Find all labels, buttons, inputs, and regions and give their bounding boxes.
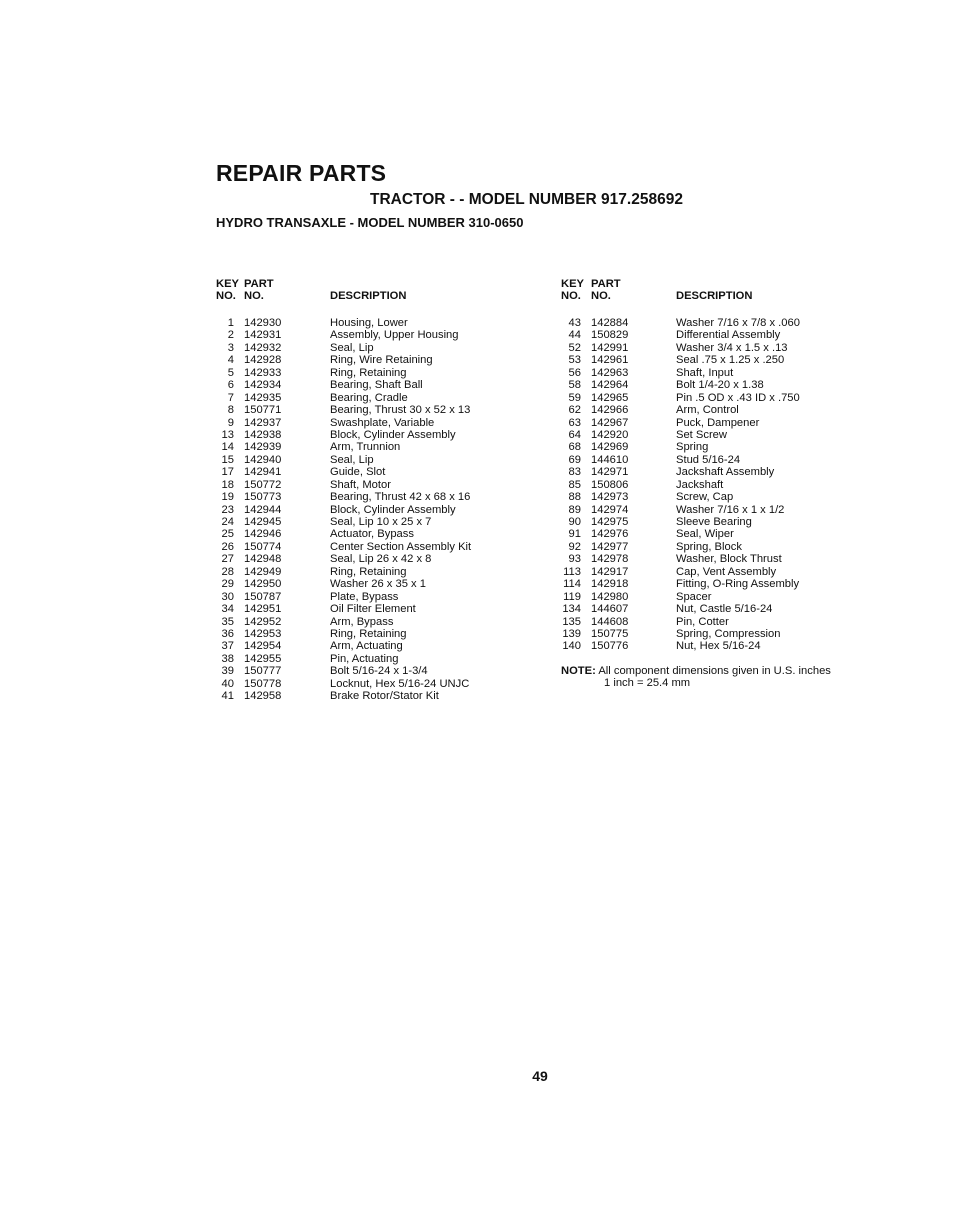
table-row [216, 342, 516, 354]
table-row [216, 603, 516, 615]
part-no: 142973 [591, 491, 629, 504]
table-row [561, 516, 881, 528]
part-no: 150773 [244, 491, 282, 504]
part-no: 144607 [591, 603, 629, 616]
part-no: 150806 [591, 478, 629, 491]
part-description: Assembly, Upper Housing [330, 329, 459, 342]
part-description: Set Screw [676, 428, 727, 441]
part-header-1: PART [591, 278, 621, 290]
part-no: 150774 [244, 540, 282, 553]
description-header: DESCRIPTION [330, 290, 407, 302]
description-header: DESCRIPTION [676, 290, 753, 302]
part-no: 142930 [244, 317, 282, 329]
table-row [216, 454, 516, 466]
key-no: 52 [568, 341, 581, 354]
part-description: Ring, Retaining [330, 565, 407, 578]
key-no: 68 [568, 441, 581, 454]
part-description: Nut, Hex 5/16-24 [676, 640, 761, 653]
part-description: Bolt 5/16-24 x 1-3/4 [330, 665, 428, 678]
part-description: Jackshaft [676, 478, 724, 491]
part-description: Shaft, Motor [330, 478, 391, 491]
part-no: 142920 [591, 428, 629, 441]
part-description: Arm, Actuating [330, 640, 403, 653]
note-label: NOTE: [561, 664, 596, 677]
part-description: Washer 26 x 35 x 1 [330, 578, 426, 591]
part-description: Bolt 1/4-20 x 1.38 [676, 379, 764, 392]
table-row [216, 441, 516, 453]
part-no: 142966 [591, 404, 629, 417]
table-row [561, 541, 881, 553]
parts-rows-left [216, 317, 516, 703]
key-no: 26 [221, 540, 234, 553]
transaxle-model-heading: HYDRO TRANSAXLE - MODEL NUMBER 310-0650 [216, 215, 524, 230]
part-description: Housing, Lower [330, 317, 408, 329]
part-no: 142941 [244, 466, 282, 479]
part-no: 150777 [244, 665, 282, 678]
key-header-2: NO. [561, 290, 581, 302]
part-description: Cap, Vent Assembly [676, 565, 777, 578]
key-no: 6 [227, 379, 234, 392]
table-row [561, 628, 881, 640]
key-no: 28 [221, 565, 234, 578]
part-no: 142975 [591, 516, 629, 528]
part-no: 142938 [244, 428, 282, 441]
part-no: 142884 [591, 317, 629, 329]
key-no: 59 [568, 391, 581, 404]
table-row [216, 528, 516, 540]
part-no: 142978 [591, 553, 629, 566]
key-no: 18 [221, 478, 234, 491]
part-no: 142964 [591, 379, 629, 392]
table-row [561, 441, 881, 453]
key-header-1: KEY [561, 278, 585, 290]
part-description: Washer 3/4 x 1.5 x .13 [676, 341, 788, 354]
table-row [561, 603, 881, 615]
key-no: 38 [221, 652, 234, 665]
table-row [561, 578, 881, 590]
part-description: Oil Filter Element [330, 603, 416, 616]
part-description: Arm, Trunnion [330, 441, 401, 454]
part-no: 142946 [244, 528, 282, 541]
key-no: 91 [568, 528, 581, 541]
part-no: 142980 [591, 590, 629, 603]
key-no: 19 [221, 491, 234, 504]
part-description: Spring, Compression [676, 627, 781, 640]
tractor-model-heading: TRACTOR - - MODEL NUMBER 917.258692 [370, 191, 683, 208]
table-row [216, 665, 516, 677]
part-description: Locknut, Hex 5/16-24 UNJC [330, 677, 470, 690]
part-no: 142958 [244, 690, 282, 703]
part-description: Seal, Lip 10 x 25 x 7 [330, 516, 432, 528]
part-no: 142976 [591, 528, 629, 541]
parts-list-header [561, 278, 881, 308]
key-no: 114 [563, 578, 581, 591]
part-no: 142934 [244, 379, 282, 392]
part-description: Seal .75 x 1.25 x .250 [676, 354, 785, 367]
table-row [216, 429, 516, 441]
part-no: 150772 [244, 478, 282, 491]
part-description: Spring, Block [676, 540, 742, 553]
part-no: 142933 [244, 366, 282, 379]
key-no: 62 [568, 404, 581, 417]
table-row [561, 404, 881, 416]
part-description: Arm, Bypass [330, 615, 394, 628]
key-no: 53 [568, 354, 581, 367]
parts-list-left [216, 278, 516, 703]
key-no: 43 [568, 317, 581, 329]
key-no: 41 [221, 690, 234, 703]
table-row [216, 591, 516, 603]
table-row [561, 491, 881, 503]
part-no: 142961 [591, 354, 629, 367]
part-no: 150778 [244, 677, 282, 690]
part-description: Sleeve Bearing [676, 516, 752, 528]
part-no: 142917 [591, 565, 629, 578]
table-row [561, 354, 881, 366]
table-row [216, 392, 516, 404]
key-no: 5 [227, 366, 234, 379]
parts-list-header [216, 278, 516, 308]
key-no: 63 [568, 416, 581, 429]
key-no: 2 [227, 329, 234, 342]
table-row [216, 504, 516, 516]
table-row [561, 566, 881, 578]
part-no: 142971 [591, 466, 629, 479]
key-no: 13 [221, 428, 234, 441]
key-no: 17 [221, 466, 234, 479]
table-row [216, 566, 516, 578]
part-no: 142951 [244, 603, 282, 616]
part-description: Guide, Slot [330, 466, 386, 479]
key-no: 139 [562, 627, 581, 640]
part-description: Seal, Wiper [676, 528, 734, 541]
key-no: 58 [568, 379, 581, 392]
key-no: 8 [227, 404, 234, 417]
key-header-2: NO. [216, 290, 236, 302]
key-no: 85 [568, 478, 581, 491]
part-description: Swashplate, Variable [330, 416, 435, 429]
key-no: 89 [568, 503, 581, 516]
table-row [561, 466, 881, 478]
table-row [561, 640, 881, 652]
part-no: 142932 [244, 341, 282, 354]
part-no: 142955 [244, 652, 282, 665]
part-description: Washer 7/16 x 7/8 x .060 [676, 317, 800, 329]
part-no: 142977 [591, 540, 629, 553]
key-no: 40 [221, 677, 234, 690]
part-description: Ring, Retaining [330, 627, 407, 640]
key-no: 88 [568, 491, 581, 504]
key-no: 9 [227, 416, 234, 429]
part-description: Seal, Lip 26 x 42 x 8 [330, 553, 432, 566]
table-row [216, 516, 516, 528]
part-no: 150787 [244, 590, 282, 603]
note-line-2: 1 inch = 25.4 mm [604, 677, 691, 690]
part-description: Differential Assembly [676, 329, 781, 342]
part-description: Brake Rotor/Stator Kit [330, 690, 439, 703]
part-description: Nut, Castle 5/16-24 [676, 603, 773, 616]
part-no: 142940 [244, 453, 282, 466]
page-title: REPAIR PARTS [216, 160, 387, 186]
note-line-1: All component dimensions given in U.S. inches [598, 664, 831, 677]
key-no: 92 [568, 540, 581, 553]
key-no: 27 [221, 553, 234, 566]
part-no: 150776 [591, 640, 629, 653]
part-no: 142991 [591, 341, 629, 354]
key-no: 24 [221, 516, 234, 528]
table-row [216, 491, 516, 503]
part-description: Fitting, O-Ring Assembly [676, 578, 800, 591]
table-row [216, 678, 516, 690]
part-description: Pin .5 OD x .43 ID x .750 [676, 391, 800, 404]
key-no: 3 [227, 341, 234, 354]
part-no: 142967 [591, 416, 629, 429]
key-no: 34 [221, 603, 234, 616]
part-description: Plate, Bypass [330, 590, 399, 603]
key-no: 134 [562, 603, 581, 616]
table-row [216, 367, 516, 379]
part-description: Block, Cylinder Assembly [330, 503, 456, 516]
part-no: 142945 [244, 516, 282, 528]
part-no: 142939 [244, 441, 282, 454]
part-description: Pin, Actuating [330, 652, 399, 665]
table-row [216, 628, 516, 640]
part-no: 150775 [591, 627, 629, 640]
part-description: Arm, Control [676, 404, 739, 417]
key-no: 64 [568, 428, 581, 441]
table-row [561, 528, 881, 540]
part-no: 142935 [244, 391, 282, 404]
part-no: 142952 [244, 615, 282, 628]
part-no: 142954 [244, 640, 282, 653]
part-no: 144608 [591, 615, 629, 628]
part-description: Bearing, Shaft Ball [330, 379, 423, 392]
part-header-2: NO. [591, 290, 611, 302]
part-description: Bearing, Thrust 30 x 52 x 13 [330, 404, 471, 417]
key-no: 37 [221, 640, 234, 653]
key-no: 36 [221, 627, 234, 640]
part-description: Seal, Lip [330, 453, 374, 466]
key-no: 30 [221, 590, 234, 603]
part-no: 150771 [244, 404, 282, 417]
table-row [561, 367, 881, 379]
key-no: 119 [563, 590, 581, 603]
table-row [216, 578, 516, 590]
part-description: Spring [676, 441, 709, 454]
parts-rows-right [561, 317, 881, 653]
key-no: 15 [221, 453, 234, 466]
dimensions-note [561, 665, 881, 690]
key-no: 140 [562, 640, 581, 653]
table-row [216, 479, 516, 491]
part-no: 142918 [591, 578, 629, 591]
table-row [216, 317, 516, 329]
table-row [216, 417, 516, 429]
table-row [561, 317, 881, 329]
part-no: 142931 [244, 329, 282, 342]
part-no: 142928 [244, 354, 282, 367]
part-no: 142949 [244, 565, 282, 578]
table-row [561, 616, 881, 628]
part-no: 142974 [591, 503, 629, 516]
part-description: Shaft, Input [676, 366, 734, 379]
table-row [216, 690, 516, 702]
part-header-1: PART [244, 278, 274, 290]
part-description: Screw, Cap [676, 491, 734, 504]
key-no: 14 [221, 441, 234, 454]
table-row [216, 653, 516, 665]
table-row [561, 591, 881, 603]
part-no: 142965 [591, 391, 629, 404]
table-row [216, 404, 516, 416]
key-no: 39 [221, 665, 234, 678]
key-no: 90 [568, 516, 581, 528]
part-no: 142944 [244, 503, 282, 516]
part-no: 142948 [244, 553, 282, 566]
page-number: 49 [532, 1068, 548, 1084]
part-no: 142953 [244, 627, 282, 640]
key-no: 44 [568, 329, 581, 342]
key-no: 29 [221, 578, 234, 591]
part-no: 142969 [591, 441, 629, 454]
part-description: Seal, Lip [330, 341, 374, 354]
key-no: 25 [221, 528, 234, 541]
key-no: 113 [563, 565, 581, 578]
table-row [561, 379, 881, 391]
table-row [561, 553, 881, 565]
key-no: 69 [568, 453, 581, 466]
table-row [216, 354, 516, 366]
table-row [561, 392, 881, 404]
part-no: 142937 [244, 416, 282, 429]
key-no: 4 [227, 354, 234, 367]
key-no: 93 [568, 553, 581, 566]
part-description: Washer, Block Thrust [676, 553, 782, 566]
table-row [216, 616, 516, 628]
table-row [561, 504, 881, 516]
key-no: 83 [568, 466, 581, 479]
part-description: Stud 5/16-24 [676, 453, 741, 466]
table-row [561, 429, 881, 441]
key-no: 7 [227, 391, 234, 404]
part-description: Ring, Retaining [330, 366, 407, 379]
part-no: 144610 [591, 453, 629, 466]
table-row [561, 417, 881, 429]
table-row [216, 541, 516, 553]
table-row [561, 454, 881, 466]
table-row [216, 329, 516, 341]
part-description: Puck, Dampener [676, 416, 760, 429]
part-description: Jackshaft Assembly [676, 466, 775, 479]
part-no: 142950 [244, 578, 282, 591]
part-description: Block, Cylinder Assembly [330, 428, 456, 441]
table-row [561, 329, 881, 341]
key-no: 1 [227, 317, 234, 329]
key-no: 135 [562, 615, 581, 628]
table-row [561, 479, 881, 491]
key-no: 56 [568, 366, 581, 379]
part-description: Washer 7/16 x 1 x 1/2 [676, 503, 785, 516]
part-description: Center Section Assembly Kit [330, 540, 472, 553]
part-description: Bearing, Thrust 42 x 68 x 16 [330, 491, 471, 504]
part-description: Spacer [676, 590, 712, 603]
key-no: 35 [221, 615, 234, 628]
part-header-2: NO. [244, 290, 264, 302]
part-description: Actuator, Bypass [330, 528, 414, 541]
table-row [561, 342, 881, 354]
table-row [216, 466, 516, 478]
table-row [216, 379, 516, 391]
part-description: Bearing, Cradle [330, 391, 408, 404]
part-no: 142963 [591, 366, 629, 379]
parts-list-right [561, 278, 881, 690]
table-row [216, 640, 516, 652]
part-description: Ring, Wire Retaining [330, 354, 433, 367]
key-header-1: KEY [216, 278, 240, 290]
part-no: 150829 [591, 329, 629, 342]
part-description: Pin, Cotter [676, 615, 729, 628]
table-row [216, 553, 516, 565]
key-no: 23 [221, 503, 234, 516]
